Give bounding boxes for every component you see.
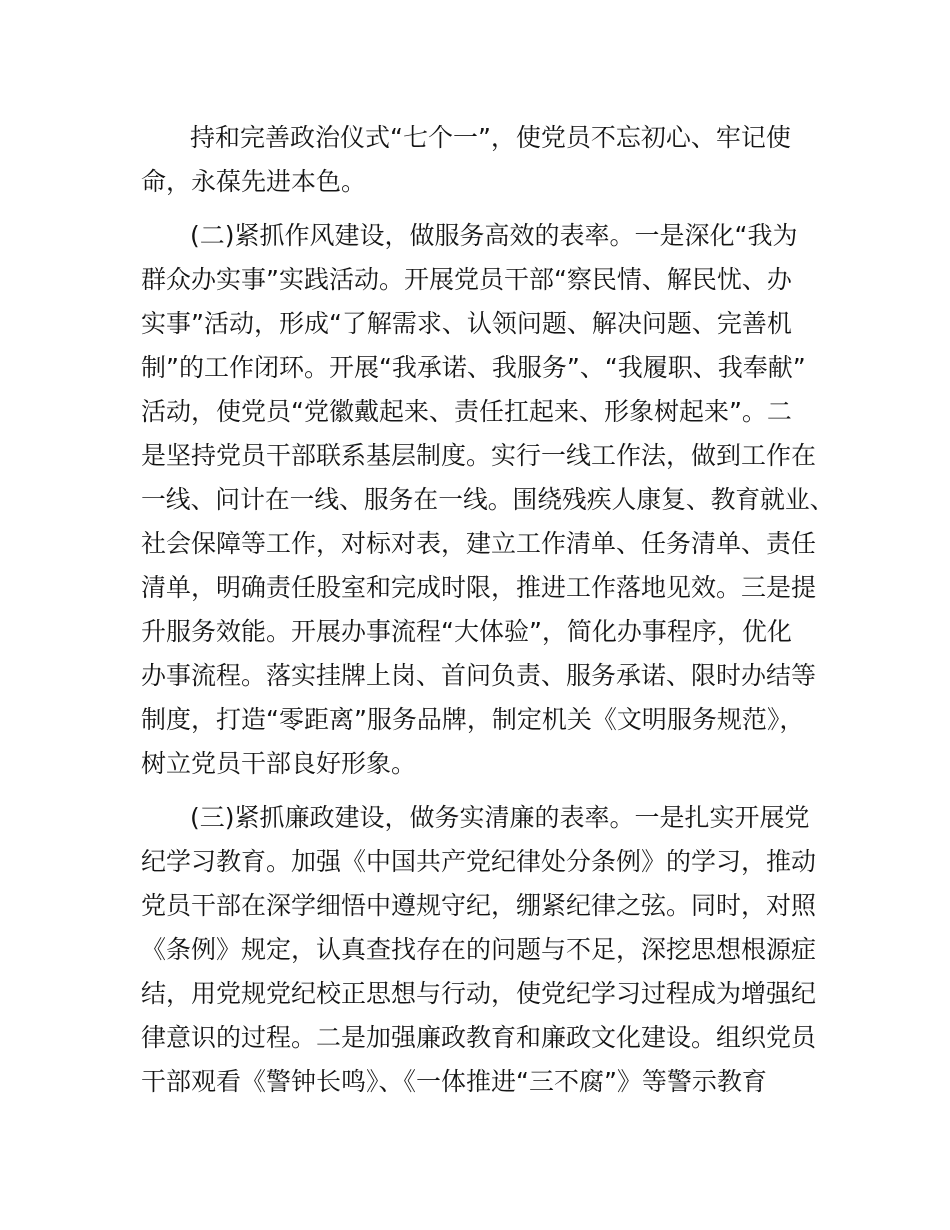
text-line <box>0 258 950 302</box>
text-line <box>0 972 950 1016</box>
line-text: 实事”活动，形成“了解需求、认领问题、解决问题、完善机 <box>141 309 792 338</box>
line-text: 制度，打造“零距离”服务品牌，制定机关《文明服务规范》， <box>141 705 805 734</box>
line-text: 树立党员干部良好形象。 <box>141 749 417 778</box>
text-line <box>0 742 950 786</box>
text-line <box>0 434 950 478</box>
text-line <box>0 160 950 204</box>
text-line <box>0 478 950 522</box>
line-text: 群众办实事”实践活动。开展党员干部“察民情、解民忧、办 <box>141 265 792 294</box>
text-line <box>0 302 950 346</box>
text-line <box>0 654 950 698</box>
text-line <box>0 116 950 160</box>
line-text: 活动，使党员“党徽戴起来、责任扛起来、形象树起来”。二 <box>141 397 792 426</box>
line-text: 持和完善政治仪式“七个一”，使党员不忘初心、牢记使 <box>190 123 791 152</box>
text-line <box>0 390 950 434</box>
line-text: 办事流程。落实挂牌上岗、首问负责、服务承诺、限时办结等 <box>141 661 817 690</box>
line-text: 社会保障等工作，对标对表，建立工作清单、任务清单、责任 <box>141 529 817 558</box>
line-text: 党员干部在深学细悟中遵规守纪，绷紧纪律之弦。同时，对照 <box>141 891 817 920</box>
line-text: 命，永葆先进本色。 <box>141 167 367 196</box>
line-text: 升服务效能。开展办事流程“大体验”，简化办事程序，优化 <box>141 617 792 646</box>
text-line <box>0 522 950 566</box>
text-line <box>0 928 950 972</box>
line-text: 律意识的过程。二是加强廉政教育和廉政文化建设。组织党员 <box>141 1023 817 1052</box>
line-text: 《条例》规定，认真查找存在的问题与不足，深挖思想根源症 <box>141 935 817 964</box>
text-line <box>0 884 950 928</box>
line-text: 干部观看《警钟长鸣》、《一体推进“三不腐”》等警示教育 <box>141 1067 767 1096</box>
text-line <box>0 1016 950 1060</box>
line-text: 清单，明确责任股室和完成时限，推进工作落地见效。三是提 <box>141 573 817 602</box>
line-text: 纪学习教育。加强《中国共产党纪律处分条例》的学习，推动 <box>141 847 817 876</box>
line-text: 制”的工作闭环。开展“我承诺、我服务”、“我履职、我奉献” <box>141 353 806 382</box>
line-text: 结，用党规党纪校正思想与行动，使党纪学习过程成为增强纪 <box>141 979 817 1008</box>
text-line <box>0 214 950 258</box>
text-line <box>0 698 950 742</box>
text-line <box>0 1060 950 1104</box>
text-line <box>0 840 950 884</box>
line-text: (三)紧抓廉政建设，做务实清廉的表率。一是扎实开展党 <box>190 803 810 832</box>
line-text: 是坚持党员干部联系基层制度。实行一线工作法，做到工作在 <box>141 441 817 470</box>
text-line <box>0 566 950 610</box>
line-text: 一线、问计在一线、服务在一线。围绕残疾人康复、教育就业、 <box>141 485 835 514</box>
text-line <box>0 346 950 390</box>
text-line <box>0 796 950 840</box>
line-text: (二)紧抓作风建设，做服务高效的表率。一是深化“我为 <box>190 221 798 250</box>
text-line <box>0 610 950 654</box>
